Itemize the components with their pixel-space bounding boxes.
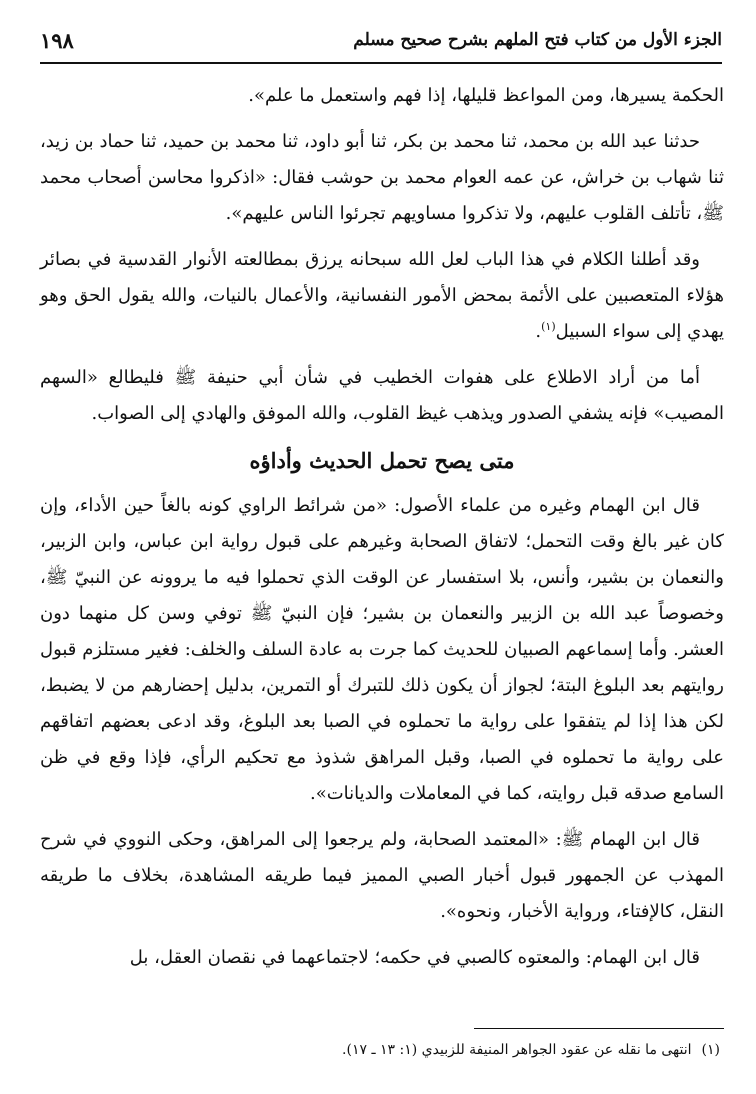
footnote <box>40 1038 720 1062</box>
footnote-divider <box>474 1028 724 1029</box>
paragraph: قال ابن الهمام ﷺ: «المعتمد الصحابة، ولم يرجعوا إلى المراهق، وحكى النووي في شرح المهذب عن الجمهور قبول أخبار الصبي المميز فيما طريقه المشاهدة، بخلاف ما طريقه النقل، كالإفتاء، ورواية الأخبار، ونحوه». <box>40 829 724 922</box>
paragraph: الحكمة يسيرها، ومن المواعظ قليلها، إذا فهم واستعمل ما علم». <box>248 85 724 106</box>
paragraph-end: . <box>535 321 542 342</box>
paragraph: أما من أراد الاطلاع على هفوات الخطيب في شأن أبي حنيفة ﷺ فليطالع «السهم المصيب» فإنه يشفي الصدور ويذهب غيظ القلوب، والله الموفق والهادي إلى الصواب. <box>40 367 724 424</box>
paragraph: قال ابن الهمام وغيره من علماء الأصول: «من شرائط الراوي كونه بالغاً حين الأداء، وإن كان غير بالغ وقت التحمل؛ لاتفاق الصحابة وغيرهم على قبول رواية ابن عباس، وابن الزبير، والنعمان بن بشير، وأنس، بلا استفسار عن الوقت الذي تحملوا فيه ما يروونه عن النبيّ ﷺ، وخصوصاً عبد الله بن الزبير والنعمان بن بشير؛ فإن النبيّ ﷺ توفي وسن كل منهما دون العشر. وأما إسماعهم الصبيان للحديث كما جرت به عادة السلف والخلف: فغير مستلزم قبول روايتهم بعد البلوغ البتة؛ لجواز أن يكون ذلك للتبرك أو التمرين، بدليل إحضارهم من لا يضبط، لكن هذا إذا لم يتفقوا على رواية ما تحملوه في الصبا بعد البلوغ، وقد ادعى بعضهم اتفاقهم على رواية ما تحملوه في الصبا، وقبل المراهق شذوذ مع تحكيم الرأي، فإذا وقع في ظن السامع صدقه قبل روايته، كما في المعاملات والديانات». <box>40 495 724 804</box>
paragraph: قال ابن الهمام: والمعتوه كالصبي في حكمه؛ لاجتماعهما في نقصان العقل، بل <box>129 947 700 968</box>
footnote-number: (١) <box>701 1042 720 1058</box>
page-header <box>40 28 722 64</box>
body-text <box>40 78 724 986</box>
footnote-reference: (١) <box>541 320 556 333</box>
footnote-text: انتهى ما نقله عن عقود الجواهر المنيفة للزبيدي (١: ١٣ ـ ١٧). <box>342 1042 692 1058</box>
paragraph <box>40 242 724 350</box>
page-number: ١٩٨ <box>40 28 74 53</box>
section-heading: متى يصح تحمل الحديث وأداؤه <box>249 448 515 473</box>
paragraph: حدثنا عبد الله بن محمد، ثنا محمد بن بكر، ثنا أبو داود، ثنا محمد بن حميد، ثنا حماد بن زيد، ثنا شهاب بن خراش، عن عمه العوام محمد بن حوشب فقال: «اذكروا محاسن أصحاب محمد ﷺ، تأتلف القلوب عليهم، ولا تذكروا مساويهم تجرئوا الناس عليهم». <box>40 131 724 224</box>
paragraph-text: وقد أطلنا الكلام في هذا الباب لعل الله سبحانه يرزق بمطالعته الأنوار القدسية في بصائر هؤلاء المتعصبين على الأئمة بمحض الأمور النفسانية، والأعمال بالنيات، والله يقول الحق وهو يهدي إلى سواء السبيل <box>40 249 724 342</box>
running-title: الجزء الأول من كتاب فتح الملهم بشرح صحيح مسلم <box>353 30 722 50</box>
